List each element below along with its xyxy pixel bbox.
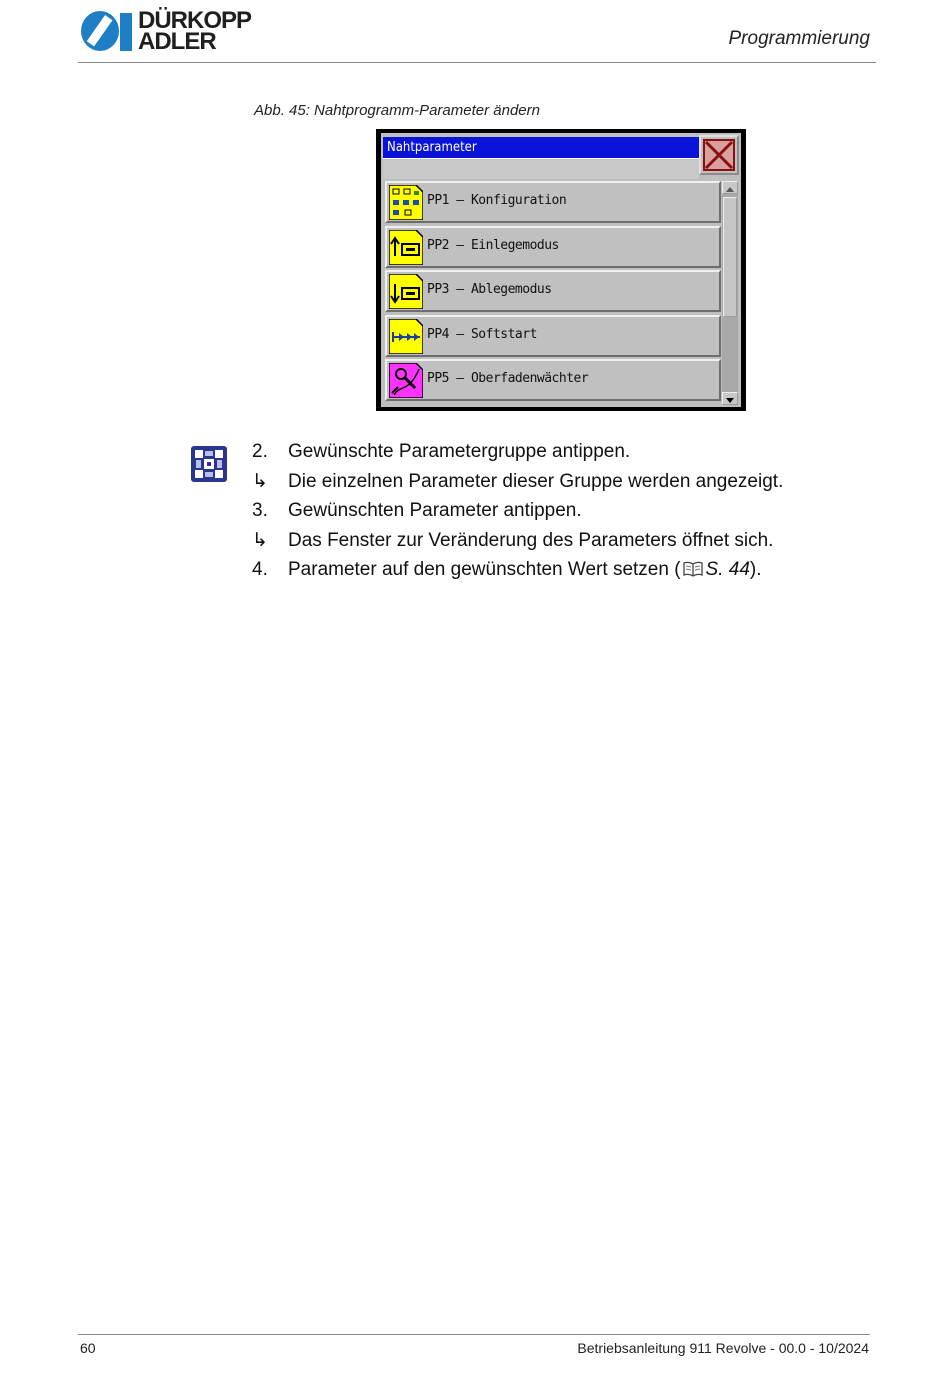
header-divider bbox=[78, 62, 876, 63]
window-subbar bbox=[383, 158, 699, 179]
parameter-group-list bbox=[385, 181, 721, 404]
arrow-up-icon bbox=[723, 184, 737, 195]
scroll-up-button[interactable] bbox=[722, 181, 738, 194]
parameter-group-label: PP3 – Ablegemodus bbox=[427, 282, 552, 298]
list-scrollbar[interactable] bbox=[722, 181, 738, 405]
thread-monitor-icon bbox=[389, 363, 423, 398]
footer-divider bbox=[78, 1334, 870, 1335]
document-title: Betriebsanleitung 911 Revolve - 00.0 - 10/2024 bbox=[577, 1340, 869, 1356]
parameter-group-pp2[interactable] bbox=[385, 226, 721, 268]
parameter-group-label: PP1 – Konfiguration bbox=[427, 193, 567, 208]
screen-window bbox=[381, 133, 741, 407]
control-panel-screenshot bbox=[376, 129, 746, 411]
figure-caption: Abb. 45: Nahtprogramm-Parameter ändern bbox=[254, 102, 540, 119]
parameter-group-pp1[interactable] bbox=[385, 181, 721, 223]
result-arrow-icon: ↳ bbox=[252, 529, 268, 551]
window-title: Nahtparameter bbox=[383, 137, 699, 158]
brand-logo bbox=[80, 8, 251, 54]
section-title: Programmierung bbox=[728, 28, 870, 49]
result-text: Das Fenster zur Veränderung des Parameters öffnet sich. bbox=[288, 529, 774, 551]
parameter-group-pp3[interactable] bbox=[385, 270, 721, 312]
step-text-end: ). bbox=[749, 559, 762, 581]
step-marker: 4. bbox=[252, 559, 268, 581]
brand-name-line1: DÜRKOPP bbox=[138, 7, 252, 34]
configuration-icon bbox=[389, 185, 423, 220]
parameter-group-label: PP2 – Einlegemodus bbox=[427, 237, 559, 253]
stack-mode-icon bbox=[389, 274, 423, 309]
close-button[interactable] bbox=[699, 135, 739, 175]
step-text: Parameter auf den gewünschten Wert setzen ( bbox=[288, 559, 681, 581]
insert-mode-icon bbox=[389, 230, 423, 265]
parameter-group-label: PP4 – Softstart bbox=[427, 326, 537, 342]
duerkopp-adler-logo-mark bbox=[80, 9, 134, 53]
result-arrow-icon: ↳ bbox=[252, 470, 268, 492]
step-text: Gewünschten Parameter antippen. bbox=[288, 500, 582, 522]
touchscreen-icon bbox=[191, 446, 227, 482]
book-reference-icon bbox=[683, 561, 703, 577]
scroll-thumb[interactable] bbox=[723, 197, 737, 317]
step-text: Gewünschte Parametergruppe antippen. bbox=[288, 441, 631, 462]
parameter-group-label: PP5 – Oberfadenwächter bbox=[427, 371, 589, 387]
page-number: 60 bbox=[80, 1340, 96, 1356]
arrow-down-icon bbox=[723, 395, 737, 406]
parameter-group-pp4[interactable] bbox=[385, 315, 721, 357]
scroll-down-button[interactable] bbox=[722, 392, 738, 405]
brand-name-line2: ADLER bbox=[138, 28, 216, 55]
close-icon bbox=[703, 139, 735, 171]
softstart-icon bbox=[389, 319, 423, 354]
parameter-group-pp5[interactable] bbox=[385, 359, 721, 401]
result-text: Die einzelnen Parameter dieser Gruppe werden angezeigt. bbox=[288, 470, 784, 492]
step-marker: 3. bbox=[252, 500, 268, 522]
step-marker: 2. bbox=[252, 441, 268, 462]
page-reference-link[interactable]: S. 44 bbox=[705, 559, 750, 581]
